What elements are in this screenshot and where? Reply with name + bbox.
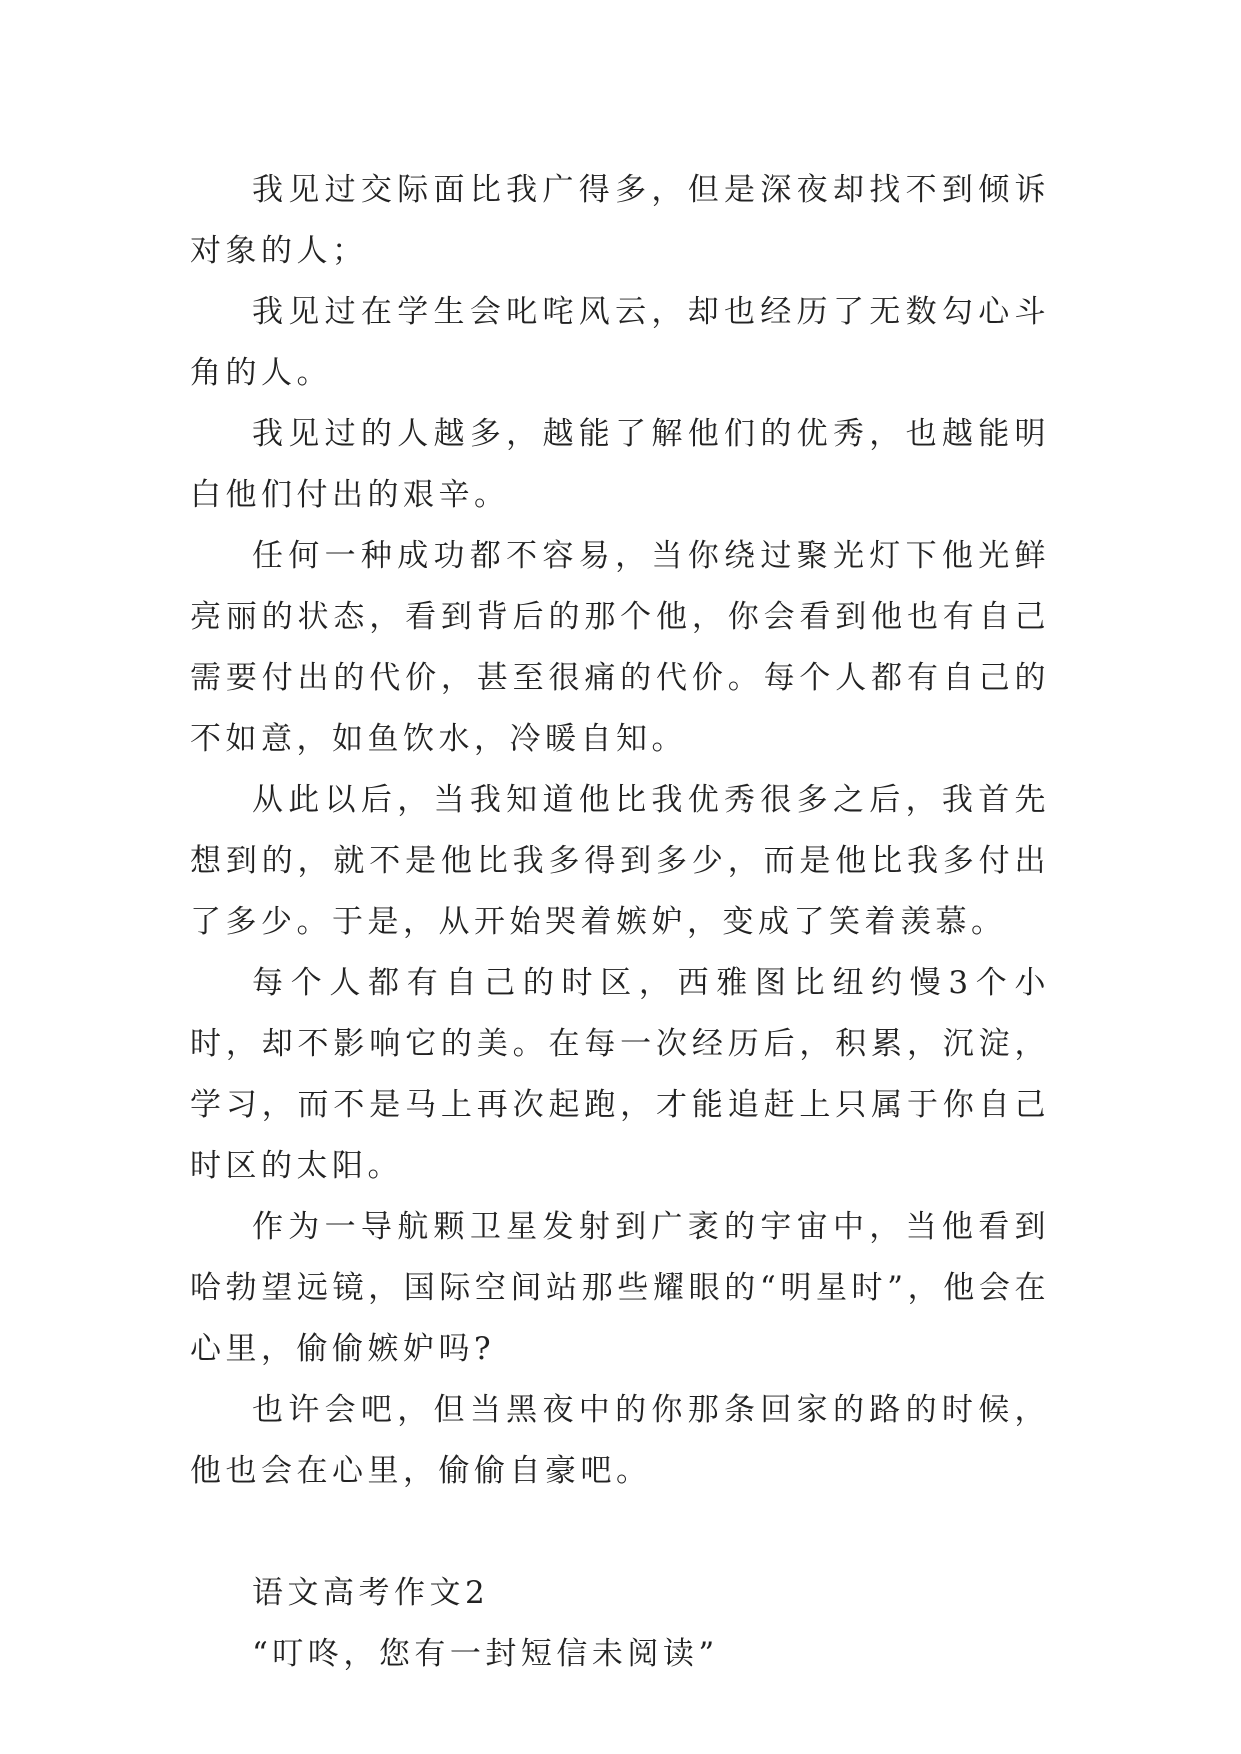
section-spacer (190, 1502, 1050, 1563)
section-title: 语文高考作文2 (252, 1575, 490, 1611)
paragraph: 每个人都有自己的时区，西雅图比纽约慢3个小时，却不影响它的美。在每一次经历后，积累，沉淀，学习，而不是马上再次起跑，才能追赶上只属于你自己时区的太阳。 (190, 965, 1050, 1184)
paragraph: 我见过的人越多，越能了解他们的优秀，也越能明白他们付出的艰辛。 (190, 416, 1050, 513)
paragraph: 也许会吧，但当黑夜中的你那条回家的路的时候，他也会在心里，偷偷自豪吧。 (190, 1392, 1050, 1489)
paragraph: 从此以后，当我知道他比我优秀很多之后，我首先想到的，就不是他比我多得到多少，而是他比我多付出了多少。于是，从开始哭着嫉妒，变成了笑着羡慕。 (190, 782, 1050, 940)
paragraph: 我见过交际面比我广得多，但是深夜却找不到倾诉对象的人； (190, 172, 1050, 269)
document-body (190, 160, 1050, 1685)
paragraph: 作为一导航颗卫星发射到广袤的宇宙中，当他看到哈勃望远镜，国际空间站那些耀眼的“明星时”，他会在心里，偷偷嫉妒吗? (190, 1209, 1050, 1367)
section-first-line: “叮咚，您有一封短信未阅读” (252, 1636, 719, 1672)
paragraph: 我见过在学生会叱咤风云，却也经历了无数勾心斗角的人。 (190, 294, 1050, 391)
paragraph: 任何一种成功都不容易，当你绕过聚光灯下他光鲜亮丽的状态，看到背后的那个他，你会看到他也有自己需要付出的代价，甚至很痛的代价。每个人都有自己的不如意，如鱼饮水，冷暖自知。 (190, 538, 1050, 757)
